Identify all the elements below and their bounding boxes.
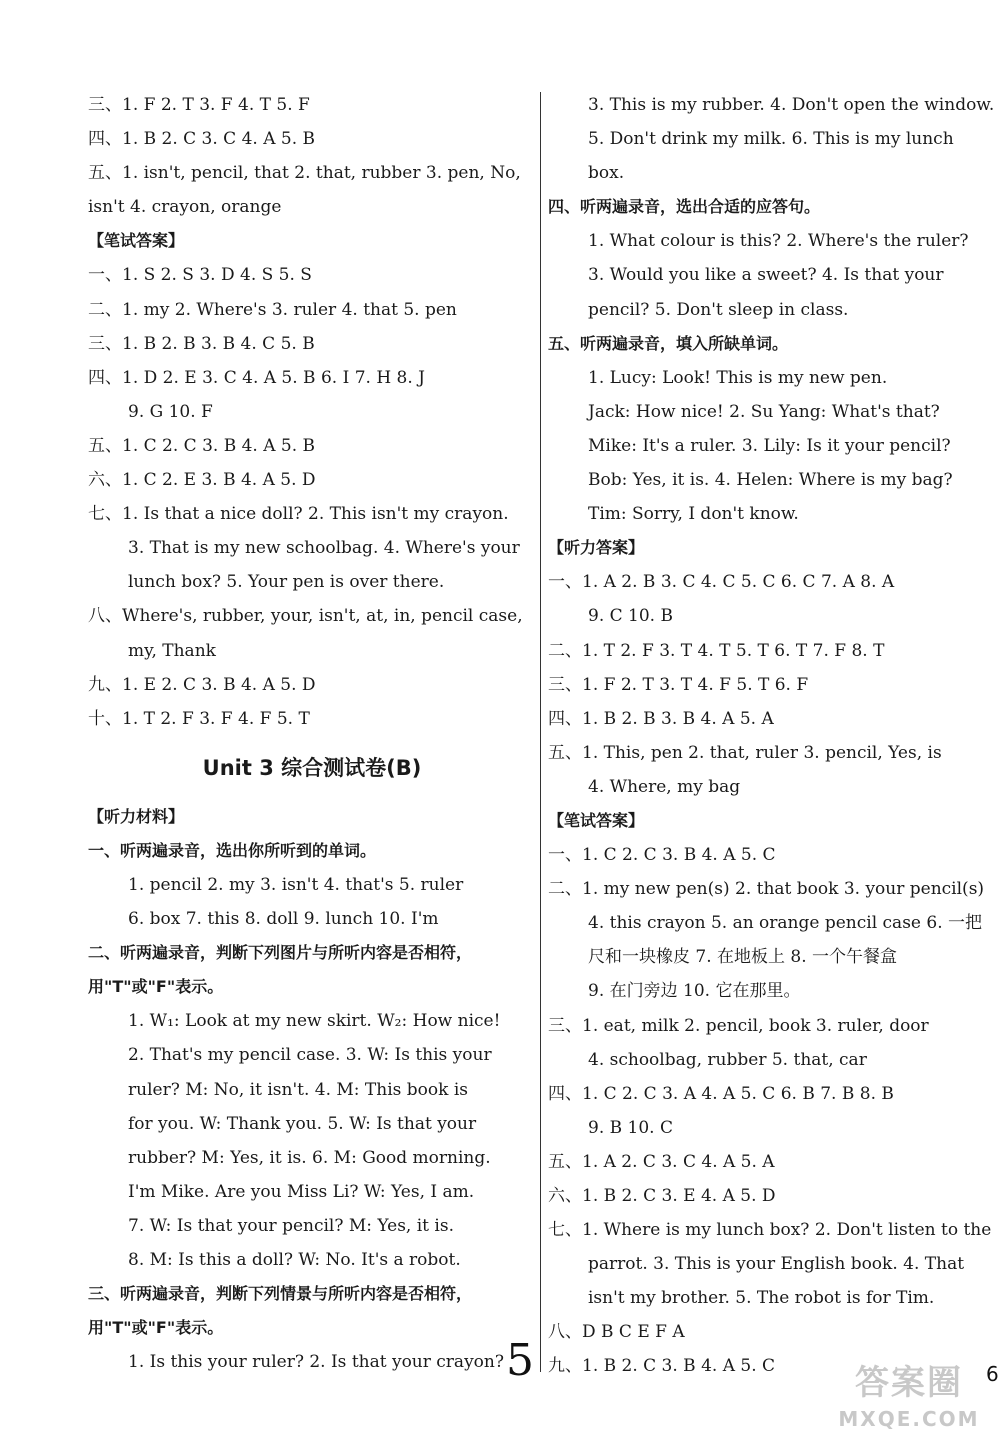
answer-line: 5. Don't drink my milk. 6. This is my lunch	[588, 129, 954, 150]
section-heading: 四、听两遍录音，选出合适的应答句。	[548, 197, 821, 217]
answer-line: 九、1. E 2. C 3. B 4. A 5. D	[88, 674, 316, 695]
answer-line: parrot. 3. This is your English book. 4. That	[588, 1254, 965, 1275]
answer-line: ruler? M: No, it isn't. 4. M: This book is	[128, 1079, 468, 1100]
answer-line: I'm Mike. Are you Miss Li? W: Yes, I am.	[128, 1181, 475, 1202]
answer-line: 9. C 10. B	[588, 606, 673, 627]
right-column	[548, 88, 995, 1384]
answer-line: Mike: It's a ruler. 3. Lily: Is it your pencil?	[588, 435, 951, 456]
answer-line: 7. W: Is that your pencil? M: Yes, it is.	[128, 1215, 454, 1236]
answer-line: 8. M: Is this a doll? W: No. It's a robot.	[128, 1250, 461, 1270]
answer-line: 八、D B C E F A	[548, 1322, 685, 1343]
answer-line: lunch box? 5. Your pen is over there.	[128, 572, 445, 593]
answer-line: 十、1. T 2. F 3. F 4. F 5. T	[88, 708, 310, 729]
answer-line: my, Thank	[128, 640, 216, 661]
answer-line: 二、1. T 2. F 3. T 4. T 5. T 6. T 7. F 8. T	[548, 640, 885, 661]
section-heading: 三、听两遍录音，判断下列情景与所听内容是否相符，	[88, 1284, 473, 1304]
answer-line: 4. schoolbag, rubber 5. that, car	[588, 1049, 867, 1070]
answer-line: 六、1. C 2. E 3. B 4. A 5. D	[88, 470, 316, 491]
answer-line: 4. this crayon 5. an orange pencil case 6. 一把	[588, 913, 983, 934]
answer-line: 3. This is my rubber. 4. Don't open the window.	[588, 95, 995, 115]
answer-line: isn't 4. crayon, orange	[88, 197, 282, 218]
section-heading: 【听力材料】	[88, 806, 185, 826]
answer-line: rubber? M: Yes, it is. 6. M: Good morning.	[128, 1147, 491, 1168]
answer-line: 三、1. F 2. T 3. T 4. F 5. T 6. F	[548, 674, 809, 695]
section-heading: 【笔试答案】	[88, 231, 185, 251]
answer-line: 三、1. F 2. T 3. F 4. T 5. F	[88, 95, 310, 115]
left-column	[88, 88, 536, 1379]
section-heading: 用"T"或"F"表示。	[88, 977, 224, 997]
answer-line: 三、1. eat, milk 2. pencil, book 3. ruler, door	[548, 1015, 929, 1036]
answer-line: 五、1. This, pen 2. that, ruler 3. pencil, Yes, is	[548, 742, 942, 763]
answer-line: 四、1. D 2. E 3. C 4. A 5. B 6. I 7. H 8. J	[88, 367, 425, 388]
answer-line: 9. 在门旁边 10. 它在那里。	[588, 981, 801, 1002]
answer-line: 9. B 10. C	[588, 1117, 673, 1138]
section-heading: 一、听两遍录音，选出你所听到的单词。	[88, 840, 377, 860]
watermark-logo	[830, 1360, 988, 1444]
answer-line: pencil? 5. Don't sleep in class.	[588, 299, 849, 320]
answer-line: box.	[588, 163, 625, 184]
answer-line: 四、1. B 2. B 3. B 4. A 5. A	[548, 708, 774, 729]
answer-line: 五、1. A 2. C 3. C 4. A 5. A	[548, 1151, 775, 1172]
answer-line: 3. Would you like a sweet? 4. Is that your	[588, 265, 944, 286]
answer-line: 一、1. S 2. S 3. D 4. S 5. S	[88, 265, 312, 286]
answer-line: 尺和一块橡皮 7. 在地板上 8. 一个午餐盒	[588, 947, 898, 968]
answer-line: 三、1. B 2. B 3. B 4. C 5. B	[88, 333, 315, 354]
answer-line: for you. W: Thank you. 5. W: Is that your	[128, 1113, 477, 1134]
answer-line: 1. W₁: Look at my new skirt. W₂: How nice!	[128, 1011, 501, 1032]
answer-line: 五、1. C 2. C 3. B 4. A 5. B	[88, 435, 316, 456]
handwritten-mark: 5	[506, 1335, 534, 1386]
answer-line: 八、Where's, rubber, your, isn't, at, in, pencil case,	[88, 606, 523, 627]
answer-line: 六、1. B 2. C 3. E 4. A 5. D	[548, 1186, 776, 1206]
answer-line: 6. box 7. this 8. doll 9. lunch 10. I'm	[128, 909, 439, 930]
section-heading: 用"T"或"F"表示。	[88, 1318, 224, 1338]
answer-line: 九、1. B 2. C 3. B 4. A 5. C	[548, 1356, 776, 1377]
answer-line: Jack: How nice! 2. Su Yang: What's that?	[588, 401, 940, 422]
answer-line: 二、1. my 2. Where's 3. ruler 4. that 5. pen	[88, 299, 457, 320]
answer-line: 1. Lucy: Look! This is my new pen.	[588, 367, 888, 388]
section-title: Unit 3 综合测试卷(B)	[202, 755, 422, 780]
answer-line: 七、1. Is that a nice doll? 2. This isn't my crayon.	[88, 504, 509, 525]
answer-line: Tim: Sorry, I don't know.	[588, 504, 799, 525]
answer-line: 3. That is my new schoolbag. 4. Where's your	[128, 538, 520, 559]
answer-line: 七、1. Where is my lunch box? 2. Don't listen to the	[548, 1220, 992, 1241]
answer-line: 四、1. C 2. C 3. A 4. A 5. C 6. B 7. B 8. B	[548, 1083, 894, 1104]
page-number: 6	[986, 1362, 999, 1386]
section-heading: 五、听两遍录音，填入所缺单词。	[548, 333, 789, 353]
answer-line: 2. That's my pencil case. 3. W: Is this your	[128, 1045, 492, 1066]
answer-line: 二、1. my new pen(s) 2. that book 3. your pencil(s)	[548, 879, 985, 900]
answer-line: 五、1. isn't, pencil, that 2. that, rubber 3. pen, No,	[88, 163, 521, 184]
answer-line: 9. G 10. F	[128, 401, 213, 422]
answer-line: 一、1. C 2. C 3. B 4. A 5. C	[548, 845, 776, 866]
answer-line: 1. What colour is this? 2. Where's the ruler?	[588, 231, 969, 252]
watermark-bottom: MXQE.COM	[838, 1407, 980, 1431]
answer-line: isn't my brother. 5. The robot is for Tim.	[588, 1288, 935, 1309]
watermark-top: 答案圈	[855, 1363, 963, 1403]
column-divider	[540, 92, 541, 1372]
answer-line: 1. pencil 2. my 3. isn't 4. that's 5. ruler	[128, 874, 464, 895]
section-heading: 【笔试答案】	[548, 810, 645, 830]
section-heading: 【听力答案】	[548, 538, 645, 558]
section-heading: 二、听两遍录音，判断下列图片与所听内容是否相符，	[88, 943, 473, 963]
answer-line: 四、1. B 2. C 3. C 4. A 5. B	[88, 129, 316, 150]
answer-line: Bob: Yes, it is. 4. Helen: Where is my bag?	[588, 470, 953, 491]
answer-line: 一、1. A 2. B 3. C 4. C 5. C 6. C 7. A 8. A	[548, 572, 895, 593]
answer-line: 4. Where, my bag	[588, 776, 741, 797]
answer-line: 1. Is this your ruler? 2. Is that your crayon?	[128, 1352, 504, 1373]
